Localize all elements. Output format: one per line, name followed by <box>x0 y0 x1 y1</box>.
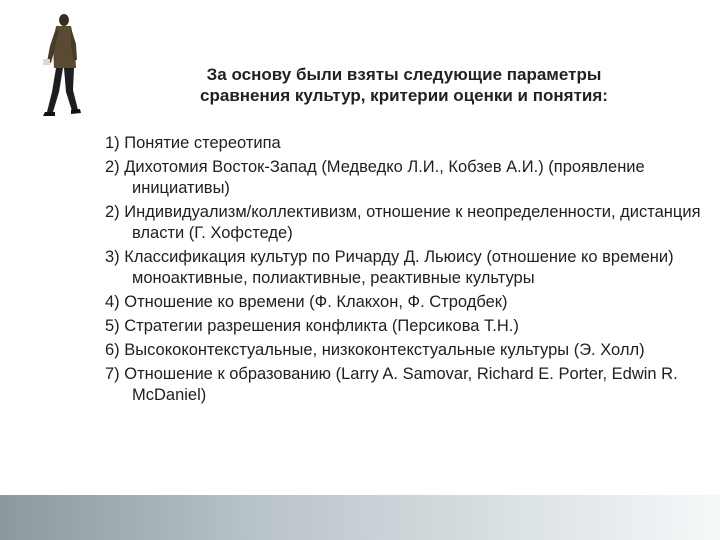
list-item <box>105 364 705 406</box>
list-item-text: 6) Высококонтекстуальные, низкоконтекстуальные культуры (Э. Холл) <box>105 341 645 359</box>
list-item-text: 2) Индивидуализм/коллективизм, отношение к неопределенности, дистанция власти (Г. Хофстеде) <box>105 203 701 242</box>
footer-band <box>0 495 720 540</box>
list-item-text: 3) Классификация культур по Ричарду Д. Льюису (отношение ко времени) моноактивные, полиактивные, реактивные культуры <box>105 248 674 287</box>
list-item <box>105 202 705 244</box>
list-item-text: 1) Понятие стереотипа <box>105 134 281 152</box>
criteria-list <box>105 133 705 409</box>
list-item-text: 5) Стратегии разрешения конфликта (Персикова Т.Н.) <box>105 317 519 335</box>
list-item <box>105 316 705 337</box>
walking-man-icon <box>36 12 86 117</box>
slide-title-line-1: За основу были взяты следующие параметры <box>206 65 602 84</box>
list-item-text: 4) Отношение ко времени (Ф. Клакхон, Ф. Стродбек) <box>105 293 508 311</box>
list-item <box>105 247 705 289</box>
list-item <box>105 292 705 313</box>
list-item <box>105 133 705 154</box>
slide-title <box>150 64 658 106</box>
list-item-text: 2) Дихотомия Восток-Запад (Медведко Л.И., Кобзев А.И.) (проявление инициативы) <box>105 158 645 197</box>
list-item-text: 7) Отношение к образованию (Larry A. Samovar, Richard E. Porter, Edwin R. McDaniel) <box>105 365 678 404</box>
list-item <box>105 340 705 361</box>
slide-title-line-2: сравнения культур, критерии оценки и понятия: <box>200 86 608 105</box>
list-item <box>105 157 705 199</box>
